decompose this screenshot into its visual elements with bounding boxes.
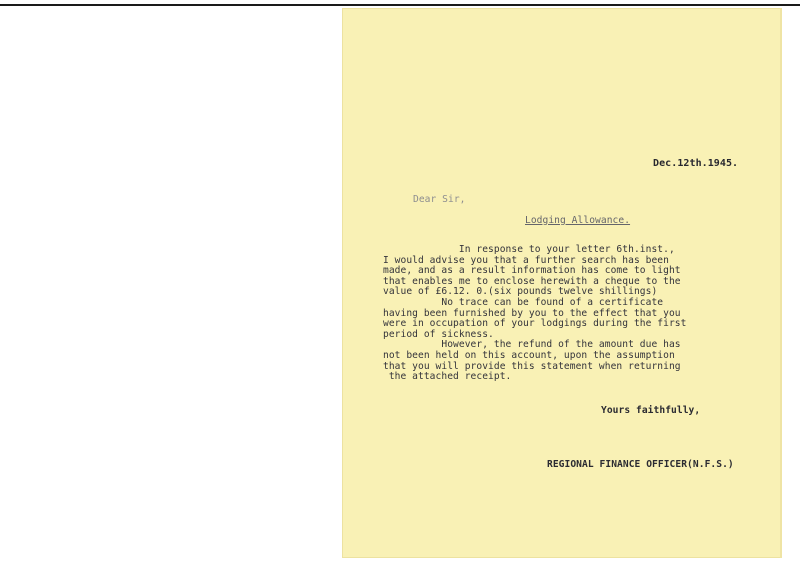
letter-signature: REGIONAL FINANCE OFFICER(N.F.S.) <box>547 459 734 470</box>
letter-closing: Yours faithfully, <box>601 405 701 416</box>
top-border-line <box>0 4 800 6</box>
letter-page <box>342 8 782 558</box>
letter-date: Dec.12th.1945. <box>653 158 739 169</box>
letter-subject: Lodging Allowance. <box>525 215 631 226</box>
letter-salutation: Dear Sir, <box>413 194 466 205</box>
letter-body: In response to your letter 6th.inst., I would advise you that a further search has been made, and as a result information has come to light that enables me to enclose herewith a cheque to the value of £6.12. 0.(six pounds twelve shillings) No trace can be found of a certificate having been furnished by you to the effect that you were in occupation of your lodgings during the first period of sickness. However, the refund of the amount due has not been held on this account, upon the assumption that you will provide this statement when returning the attached receipt. <box>383 244 687 383</box>
